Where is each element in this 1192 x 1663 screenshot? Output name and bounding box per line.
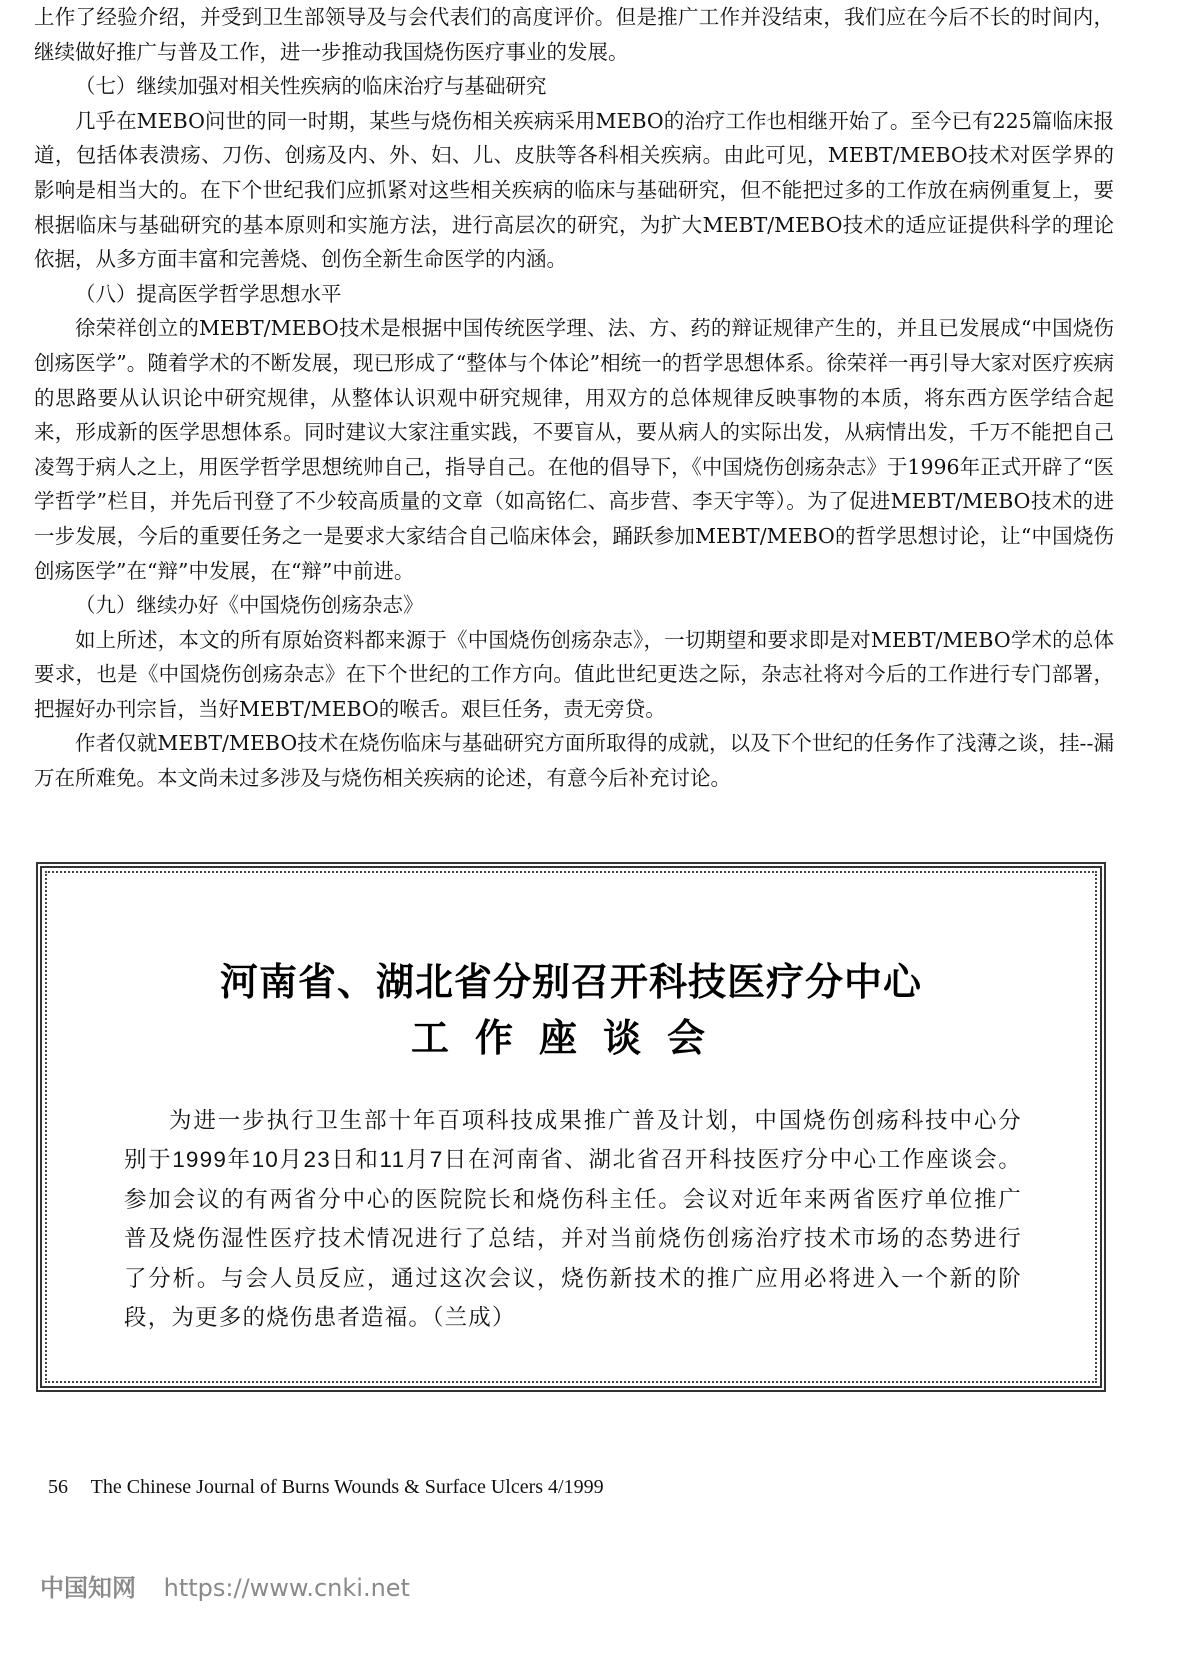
news-body: 为进一步执行卫生部十年百项科技成果推广普及计划，中国烧伤创疡科技中心分别于1999年10月23日和11月7日在河南省、湖北省召开科技医疗分中心工作座谈会。参加会议的有两省分中心的医院院长和烧伤科主任。会议对近年来两省医疗单位推广普及烧伤湿性医疗技术情况进行了总结，并对当前烧伤创疡治疗技术市场的态势进行了分析。与会人员反应，通过这次会议，烧伤新技术的推广应用必将进入一个新的阶段，为更多的烧伤患者造福。（兰成） — [124, 1107, 1022, 1330]
article-body — [34, 0, 1114, 796]
journal-name: The Chinese Journal of Burns Wounds & Surface Ulcers 4/1999 — [90, 1476, 604, 1498]
cnki-logo-text: 中国知网 — [40, 1574, 136, 1602]
news-title-line1: 河南省、湖北省分别召开科技医疗分中心 — [219, 960, 922, 1004]
news-title — [36, 954, 1106, 1066]
paragraph-section-8: 徐荣祥创立的MEBT/MEBO技术是根据中国传统医学理、法、方、药的辩证规律产生的，并且已发展成“中国烧伤创疡医学”。随着学术的不断发展，现已形成了“整体与个体论”相统一的哲学思想体系。徐荣祥一再引导大家对医疗疾病的思路要从认识论中研究规律，从整体认识观中研究规律，用双方的总体规律反映事物的本质，将东西方医学结合起来，形成新的医学思想体系。同时建议大家注重实践，不要盲从，要从病人的实际出发，从病情出发，千万不能把自己凌驾于病人之上，用医学哲学思想统帅自己，指导自己。在他的倡导下，《中国烧伤创疡杂志》于1996年正式开辟了“医学哲学”栏目，并先后刊登了不少较高质量的文章（如高铭仁、高步营、李天宇等）。为了促进MEBT/MEBO技术的进一步发展，今后的重要任务之一是要求大家结合自己临床体会，踊跃参加MEBT/MEBO的哲学思想讨论，让“中国烧伤创疡医学”在“辩”中发展，在“辩”中前进。 — [34, 316, 1114, 583]
section-heading-9: （九）继续办好《中国烧伤创疡杂志》 — [75, 593, 424, 618]
news-title-line2: 工作座谈会 — [410, 1016, 731, 1060]
paragraph-closing: 作者仅就MEBT/MEBO技术在烧伤临床与基础研究方面所取得的成就，以及下个世纪的任务作了浅薄之谈，挂--漏万在所难免。本文尚未过多涉及与烧伤相关疾病的论述，有意今后补充讨论。 — [34, 731, 1114, 791]
section-heading-8: （八）提高医学哲学思想水平 — [75, 281, 342, 306]
news-box — [36, 862, 1106, 1392]
cnki-url: https://www.cnki.net — [163, 1574, 410, 1602]
section-heading-7: （七）继续加强对相关性疾病的临床治疗与基础研究 — [75, 74, 547, 99]
paragraph-section-7: 几乎在MEBO问世的同一时期，某些与烧伤相关疾病采用MEBO的治疗工作也相继开始了。至今已有225篇临床报道，包括体表溃疡、刀伤、创疡及内、外、妇、儿、皮肤等各科相关疾病。由此可见，MEBT/MEBO技术对医学界的影响是相当大的。在下个世纪我们应抓紧对这些相关疾病的临床与基础研究，但不能把过多的工作放在病例重复上，要根据临床与基础研究的基本原则和实施方法，进行高层次的研究，为扩大MEBT/MEBO技术的适应证提供科学的理论依据，从多方面丰富和完善烧、创伤全新生命医学的内涵。 — [34, 108, 1114, 272]
page-footer — [48, 1476, 604, 1499]
page-number: 56 — [48, 1476, 68, 1498]
cnki-watermark — [40, 1568, 410, 1603]
paragraph-continued: 上作了经验介绍，并受到卫生部领导及与会代表们的高度评价。但是推广工作并没结束，我们应在今后不长的时间内，继续做好推广与普及工作，进一步推动我国烧伤医疗事业的发展。 — [34, 5, 1114, 64]
paragraph-section-9: 如上所述，本文的所有原始资料都来源于《中国烧伤创疡杂志》，一切期望和要求即是对MEBT/MEBO学术的总体要求，也是《中国烧伤创疡杂志》在下个世纪的工作方向。值此世纪更迭之际，杂志社将对今后的工作进行专门部署，把握好办刊宗旨，当好MEBT/MEBO的喉舌。艰巨任务，责无旁贷。 — [34, 627, 1114, 721]
